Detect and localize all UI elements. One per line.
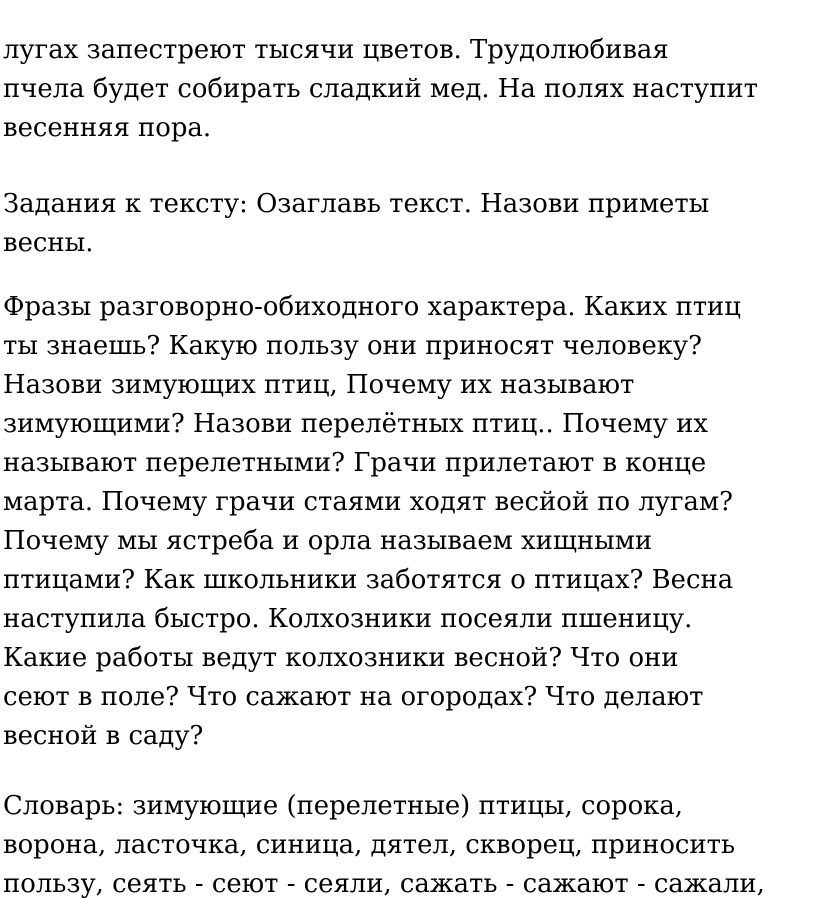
text-line: пользу, сеять - сеют - сеяли, сажать - сажают - сажали, (3, 869, 765, 898)
text-line: Назови зимующих птиц, Почему их называют (3, 370, 635, 400)
text-paragraph-tasks (3, 185, 815, 263)
text-paragraph-vocabulary (3, 787, 815, 898)
text-line: Почему мы ястреба и орла называем хищными (3, 526, 653, 556)
text-line: Задания к тексту: Озаглавь текст. Назови приметы (3, 189, 710, 219)
text-line: зимующими? Назови перелётных птиц.. Почему их (3, 409, 708, 439)
text-line: сеют в поле? Что сажают на огородах? Что делают (3, 682, 704, 712)
text-line: наступила быстро. Колхозники посеяли пшеницу. (3, 604, 693, 634)
text-line: весенняя пора. (3, 113, 212, 143)
text-line: ворона, ласточка, синица, дятел, скворец, приносить (3, 830, 736, 860)
text-line: птицами? Как школьники заботятся о птицах? Весна (3, 565, 734, 595)
text-line: пчела будет собирать сладкий мед. На полях наступит (3, 74, 758, 104)
text-line: лугах запестреют тысячи цветов. Трудолюбивая (3, 35, 669, 65)
text-line: весной в саду? (3, 721, 204, 751)
text-line: Фразы разговорно-обиходного характера. Каких птиц (3, 292, 741, 322)
text-line: называют перелетными? Грачи прилетают в конце (3, 448, 707, 478)
text-line: ты знаешь? Какую пользу они приносят человеку? (3, 331, 703, 361)
text-line: марта. Почему грачи стаями ходят весйой по лугам? (3, 487, 733, 517)
text-paragraph-spring-ending (3, 31, 815, 148)
text-line: Какие работы ведут колхозники весной? Что они (3, 643, 679, 673)
text-line: весны. (3, 228, 94, 258)
text-line: Словарь: зимующие (перелетные) птицы, сорока, (3, 791, 684, 821)
text-paragraph-conversation-phrases (3, 288, 815, 756)
